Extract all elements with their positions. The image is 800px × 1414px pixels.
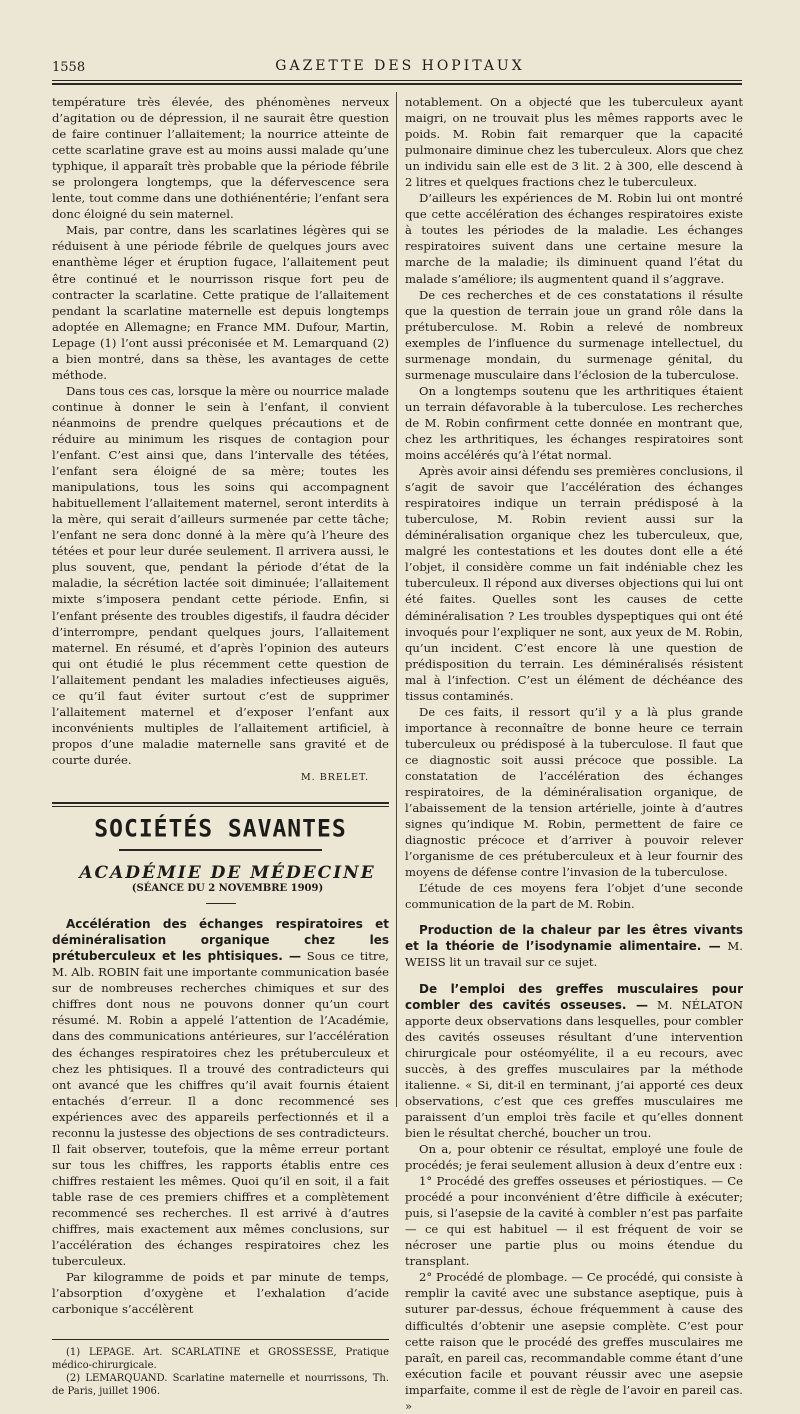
seance-rule	[206, 903, 236, 904]
paragraph: On a, pour obtenir ce résultat, employé une foule de procédés; je ferai seulement allusion à deux d’entre eux :	[405, 1142, 743, 1173]
spacer	[405, 971, 743, 981]
article-paragraph	[405, 981, 743, 1141]
article-title: De l’emploi des greffes musculaires pour combler des cavités osseuses. —	[405, 981, 743, 1012]
paragraph: L’étude de ces moyens fera l’objet d’une seconde communication de la part de M. Robin.	[405, 881, 743, 912]
paragraph: Dans tous ces cas, lorsque la mère ou nourrice malade continue à donner le sein à l’enfant, il convient néanmoins de prendre quelques précautions et de réduire au minimum les risques de contagion pour l’enfant. C’est ainsi que, dans l’intervalle des tétées, l’enfant sera éloigné de sa mère; toutes les manipulations, tous les soins qui accompagnent habituellement l’allaitement maternel, seront interdits à la mère, qui serait d’ailleurs surmenée par cette tâche; l’enfant ne sera donc donné à la mère qu’à l’heure des tétées et pour leur durée seulement. Il arrivera aussi, le plus souvent, que, pendant la période d’état de la maladie, la sécrétion lactée soit diminuée; l’allaitement mixte s’imposera pendant cette période. Enfin, si l’enfant présente des troubles digestifs, il faudra décider d’interrompre, pendant quelques jours, l’allaitement maternel. En résumé, et d’après l’opinion des auteurs qui ont étudié le plus récemment cette question de l’allaitement pendant les maladies infectieuses aiguës, ce qu’il faut éviter surtout c’est de supprimer l’allaitement maternel et d’exposer l’enfant aux inconvénients multiples de l’allaitement artificiel, à propos d’une maladie maternelle sans gravité et de courte durée.	[52, 383, 389, 767]
seance-date: (SÉANCE DU 2 NOVEMBRE 1909)	[131, 883, 324, 895]
column-divider	[396, 92, 397, 1107]
page-number: 1558	[52, 60, 86, 75]
paragraph: D’ailleurs les expériences de M. Robin lui ont montré que cette accélération des échanges respiratoires existe à toutes les périodes de la maladie. Les échanges respiratoires suivent dans une certaine mesure la marche de la maladie; ils diminuent quand l’état du malade s’améliore; ils augmentent quand il s’aggrave.	[405, 191, 743, 286]
article-title: Accélération des échanges respiratoires et déminéralisation organique chez les prétuberculeux et les phtisiques. —	[52, 917, 389, 964]
author-signature: M. BRELET.	[300, 771, 369, 783]
running-header: GAZETTE DES HOPITAUX	[275, 58, 525, 74]
article-text: M. WEISS lit un travail sur ce sujet.	[405, 939, 743, 970]
section-title-rule	[119, 849, 321, 851]
right-column	[405, 94, 743, 1414]
paragraph: notablement. On a objecté que les tuberculeux ayant maigri, on ne trouvait plus les mêmes rapports avec le poids. M. Robin fait remarquer que la capacité pulmonaire diminue chez les tuberculeux. Alors que chez un individu sain elle est de 3 lit. 2 à 300, elle descend à 2 litres et quelques fractions chez le tuberculeux.	[405, 95, 743, 190]
paragraph: 2° Procédé de plombage. — Ce procédé, qui consiste à remplir la cavité avec une substance aseptique, puis à suturer par-dessus, échoue fréquemment à cause des difficultés d’obtenir une asepsie complète. C’est pour cette raison que le procédé des greffes musculaires me paraît, en pareil cas, recommandable comme étant d’une exécution facile et pouvant réussir avec une asepsie imparfaite, comme il est de règle de l’avoir en pareil cas. »	[405, 1270, 743, 1413]
header-rule-thick	[52, 83, 742, 85]
paragraph: De ces recherches et de ces constatations il résulte que la question de terrain joue un grand rôle dans la prétuberculose. M. Robin a relevé de nombreux exemples de l’influence du surmenage intellectuel, du surmenage mondain, du surmenage génital, du surmenage musculaire dans l’éclosion de la tuberculose.	[405, 287, 743, 382]
article-text: Sous ce titre, M. Alb. ROBIN fait une importante communication basée sur de nombreuses recherches chimiques et sur des chiffres dont nous ne pouvons donner qu’un court résumé. M. Robin a appelé l’attention de l’Académie, dans des communications antérieures, sur l’accélération des échanges respiratoires chez les prétuberculeux et chez les phtisiques. Il a trouvé des contradicteurs qui ont avancé que les chiffres qu’il avait fournis étaient entachés d’erreur. Il a donc recommencé ses expériences avec des appareils perfectionnés et il a reconnu la justesse des objections de ses contradicteurs. Il fait observer, toutefois, que la même erreur portant sur tous les chiffres, les rapports établis entre ces chiffres restaient les mêmes. Quoi qu’il en soit, il a fait table rase de ces premiers chiffres et a complètement recommencé ses recherches. Il est arrivé à d’autres chiffres, mais exactement aux mêmes conclusions, sur l’accélération des échanges respiratoires chez les tuberculeux.	[52, 949, 389, 1269]
section-rule-thin	[52, 806, 389, 807]
article-paragraph	[52, 916, 389, 1269]
paragraph: température très élevée, des phénomènes nerveux d’agitation ou de dépression, il ne saurait être question de faire continuer l’allaitement; la nourrice atteinte de cette scarlatine grave est au moins aussi malade qu’une typhique, il apparaît très probable que la période fébrile se prolongera longtemps, que la défervescence sera lente, tout comme dans une dothiénentérie; l’enfant sera donc éloigné du sein maternel.	[52, 95, 389, 222]
paragraph: 1° Procédé des greffes osseuses et périostiques. — Ce procédé a pour inconvénient d’être difficile à exécuter; puis, si l’asepsie de la cavité à combler n’est pas parfaite — ce qui est habituel — il est fréquent de voir se nécroser une partie plus ou moins étendue du transplant.	[405, 1174, 743, 1269]
article-title: Production de la chaleur par les êtres vivants et la théorie de l’isodynamie alimentaire. —	[405, 923, 743, 954]
header-rule	[52, 80, 742, 81]
left-column	[52, 94, 389, 1398]
footnote: (1) LEPAGE. Art. SCARLATINE et GROSSESSE, Pratique médico-chirurgicale.	[52, 1347, 389, 1372]
paragraph: On a longtemps soutenu que les arthritiques étaient un terrain défavorable à la tuberculose. Les recherches de M. Robin confirment cette donnée en montrant que, chez les arthritiques, les échanges respiratoires sont moins accélérés qu’à l’état normal.	[405, 383, 743, 463]
footnote-rule	[52, 1339, 389, 1340]
footnote: (2) LEMARQUAND. Scarlatine maternelle et nourrissons, Th. de Paris, juillet 1906.	[52, 1373, 389, 1398]
article-paragraph	[405, 922, 743, 970]
academy-heading: ACADÉMIE DE MÉDECINE	[79, 863, 376, 884]
section-title: SOCIÉTÉS SAVANTES	[94, 815, 347, 843]
paragraph: Par kilogramme de poids et par minute de temps, l’absorption d’oxygène et l’exhalation d’acide carbonique s’accélèrent	[52, 1270, 389, 1317]
paragraph: Mais, par contre, dans les scarlatines légères qui se réduisent à une période fébrile de quelques jours avec enanthème léger et éruption fugace, l’allaitement peut être continué et le nourrisson risque fort peu de contracter la scarlatine. Cette pratique de l’allaitement pendant la scarlatine maternelle est depuis longtemps adoptée en Allemagne; en France MM. Dufour, Martin, Lepage (1) l’ont aussi préconisée et M. Lemarquand (2) a bien montré, dans sa thèse, les avantages de cette méthode.	[52, 223, 389, 382]
article-text: M. NÉLATON apporte deux observations dans lesquelles, pour combler des cavités osseuses résultant d’une intervention chirurgicale pour ostéomyélite, il a eu recours, avec succès, à des greffes musculaires par la méthode italienne. « Si, dit-il en terminant, j’ai apporté ces deux observations, c’est que ces greffes musculaires me paraissent d’un emploi très facile et qu’elles donnent bien le résultat cherché, boucher un trou.	[405, 997, 744, 1140]
paragraph: Après avoir ainsi défendu ses premières conclusions, il s’agit de savoir que l’accélération des échanges respiratoires indique un terrain prédisposé à la tuberculose, M. Robin revient aussi sur la déminéralisation organique chez les tuberculeux, que, malgré les contestations et les doutes dont elle a été l’objet, il considère comme un fait indéniable chez les tuberculeux. Il répond aux diverses objections qui lui ont été faites. Quelles sont les causes de cette déminéralisation ? Les troubles dyspeptiques qui ont été invoqués pour l’expliquer ne sont, aux yeux de M. Robin, qu’un incident. C’est encore là une question de prédisposition du terrain. Les déminéralisés résistent mal à l’infection. C’est un élément de déchéance des tissus contaminés.	[405, 464, 743, 703]
section-rule	[52, 802, 389, 804]
paragraph: De ces faits, il ressort qu’il y a là plus grande importance à reconnaître de bonne heure ce terrain tuberculeux ou prédisposé à la tuberculose. Il faut que ce diagnostic soit aussi précoce que possible. La constatation de l’accélération des échanges respiratoires, de la déminéralisation organique, de l’abaissement de la tension artérielle, jointe à d’autres signes qu’indique M. Robin, permettent de faire ce diagnostic précoce et d’arriver à pouvoir relever l’organisme de ces prétuberculeux et à leur fournir des moyens de défense contre l’invasion de la tuberculose.	[405, 704, 743, 880]
spacer	[405, 912, 743, 922]
